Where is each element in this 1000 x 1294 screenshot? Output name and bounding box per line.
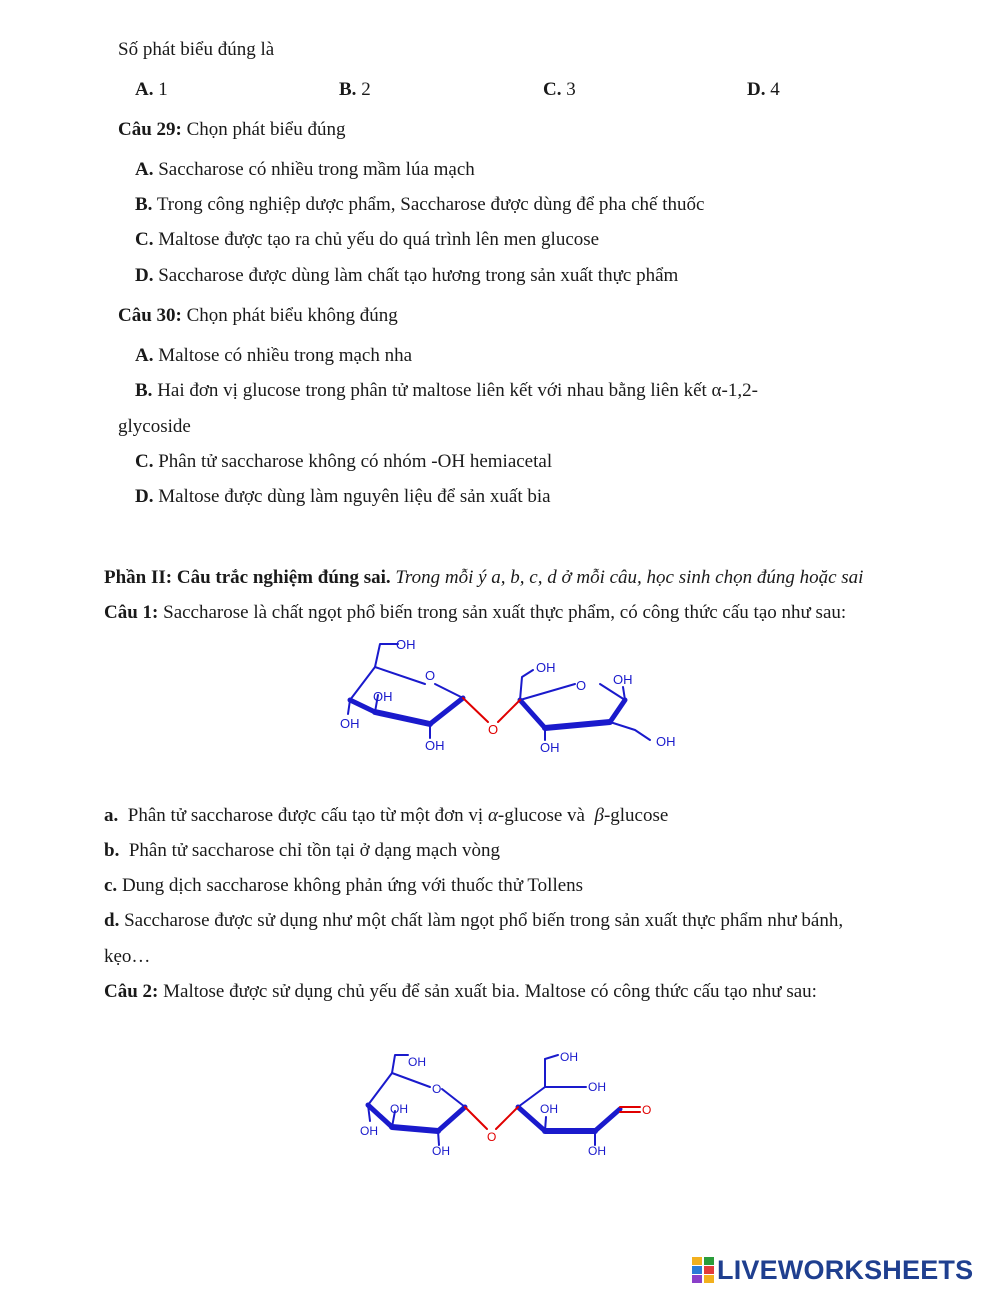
mal-label-link-o: O: [487, 1130, 497, 1144]
q28-choice-c[interactable]: C. 3: [543, 79, 576, 100]
mal-label-oh: OH: [390, 1102, 408, 1116]
c2-heading: Câu 2: Maltose được sử dụng chủ yếu để sản xuất bia. Maltose có công thức cấu tạo như sau:: [104, 981, 817, 1002]
part2-heading: Phần II: Câu trắc nghiệm đúng sai. Trong mỗi ý a, b, c, d ở mỗi câu, học sinh chọn đúng hoặc sai: [104, 567, 864, 588]
sac-label-oh: OH: [540, 740, 560, 755]
sac-label-o: O: [576, 678, 587, 693]
sac-label-link-o: O: [488, 722, 499, 737]
q30-option-b[interactable]: B. Hai đơn vị glucose trong phân tử maltose liên kết với nhau bằng liên kết α-1,2-: [135, 380, 758, 401]
mal-label-o: O: [432, 1082, 442, 1096]
liveworksheets-mark-icon: [692, 1257, 714, 1283]
q28-choice-b[interactable]: B. 2: [339, 79, 371, 100]
sac-label-oh: OH: [340, 716, 360, 731]
c1-heading: Câu 1: Saccharose là chất ngọt phổ biến trong sản xuất thực phẩm, có công thức cấu tạo như sau:: [104, 602, 847, 623]
mal-label-carbonyl-o: O: [642, 1103, 652, 1117]
mal-label-oh: OH: [588, 1080, 606, 1094]
q28-choice-a[interactable]: A. 1: [135, 79, 168, 100]
q29-option-d[interactable]: D. Saccharose được dùng làm chất tạo hương trong sản xuất thực phẩm: [135, 265, 679, 286]
sac-label-oh: OH: [396, 637, 416, 652]
q28-tail: Số phát biểu đúng là: [118, 39, 275, 60]
sac-label-oh: OH: [656, 734, 676, 749]
q29-option-b[interactable]: B. Trong công nghiệp dược phẩm, Saccharose được dùng để pha chế thuốc: [135, 194, 705, 215]
mal-label-oh: OH: [432, 1144, 450, 1158]
c1-statement-b[interactable]: b. Phân tử saccharose chỉ tồn tại ở dạng mạch vòng: [104, 840, 501, 861]
sac-label-o: O: [425, 668, 436, 683]
q29-option-a[interactable]: A. Saccharose có nhiều trong mầm lúa mạch: [135, 159, 475, 180]
mal-label-oh: OH: [408, 1055, 426, 1069]
c1-statement-d-continued: kẹo…: [104, 946, 151, 967]
c1-statement-a[interactable]: a. Phân tử saccharose được cấu tạo từ một đơn vị α-glucose và β-glucose: [104, 805, 669, 826]
maltose-structure: [350, 1045, 660, 1165]
saccharose-structure: [330, 632, 690, 762]
q30-option-c[interactable]: C. Phân tử saccharose không có nhóm -OH hemiacetal: [135, 451, 553, 472]
q29-option-c[interactable]: C. Maltose được tạo ra chủ yếu do quá trình lên men glucose: [135, 229, 600, 250]
sac-label-oh: OH: [613, 672, 633, 687]
mal-label-oh: OH: [588, 1144, 606, 1158]
liveworksheets-wordmark: LIVEWORKSHEETS: [717, 1254, 974, 1285]
sac-label-oh: OH: [536, 660, 556, 675]
mal-label-oh: OH: [560, 1050, 578, 1064]
sac-label-oh: OH: [425, 738, 445, 753]
q30-option-d[interactable]: D. Maltose được dùng làm nguyên liệu để sản xuất bia: [135, 486, 551, 507]
q30-option-a[interactable]: A. Maltose có nhiều trong mạch nha: [135, 345, 413, 366]
liveworksheets-logo: [692, 1254, 973, 1286]
mal-label-oh: OH: [540, 1102, 558, 1116]
c1-statement-d[interactable]: d. Saccharose được sử dụng như một chất làm ngọt phổ biến trong sản xuất thực phẩm như bánh,: [104, 910, 844, 931]
mal-label-oh: OH: [360, 1124, 378, 1138]
c1-statement-c[interactable]: c. Dung dịch saccharose không phản ứng với thuốc thử Tollens: [104, 875, 584, 896]
sac-label-oh: OH: [373, 689, 393, 704]
q30-option-b-continued: glycoside: [118, 416, 191, 437]
q28-choice-d[interactable]: D. 4: [747, 79, 780, 100]
q29-heading: Câu 29: Chọn phát biểu đúng: [118, 119, 346, 140]
q30-heading: Câu 30: Chọn phát biểu không đúng: [118, 305, 398, 326]
